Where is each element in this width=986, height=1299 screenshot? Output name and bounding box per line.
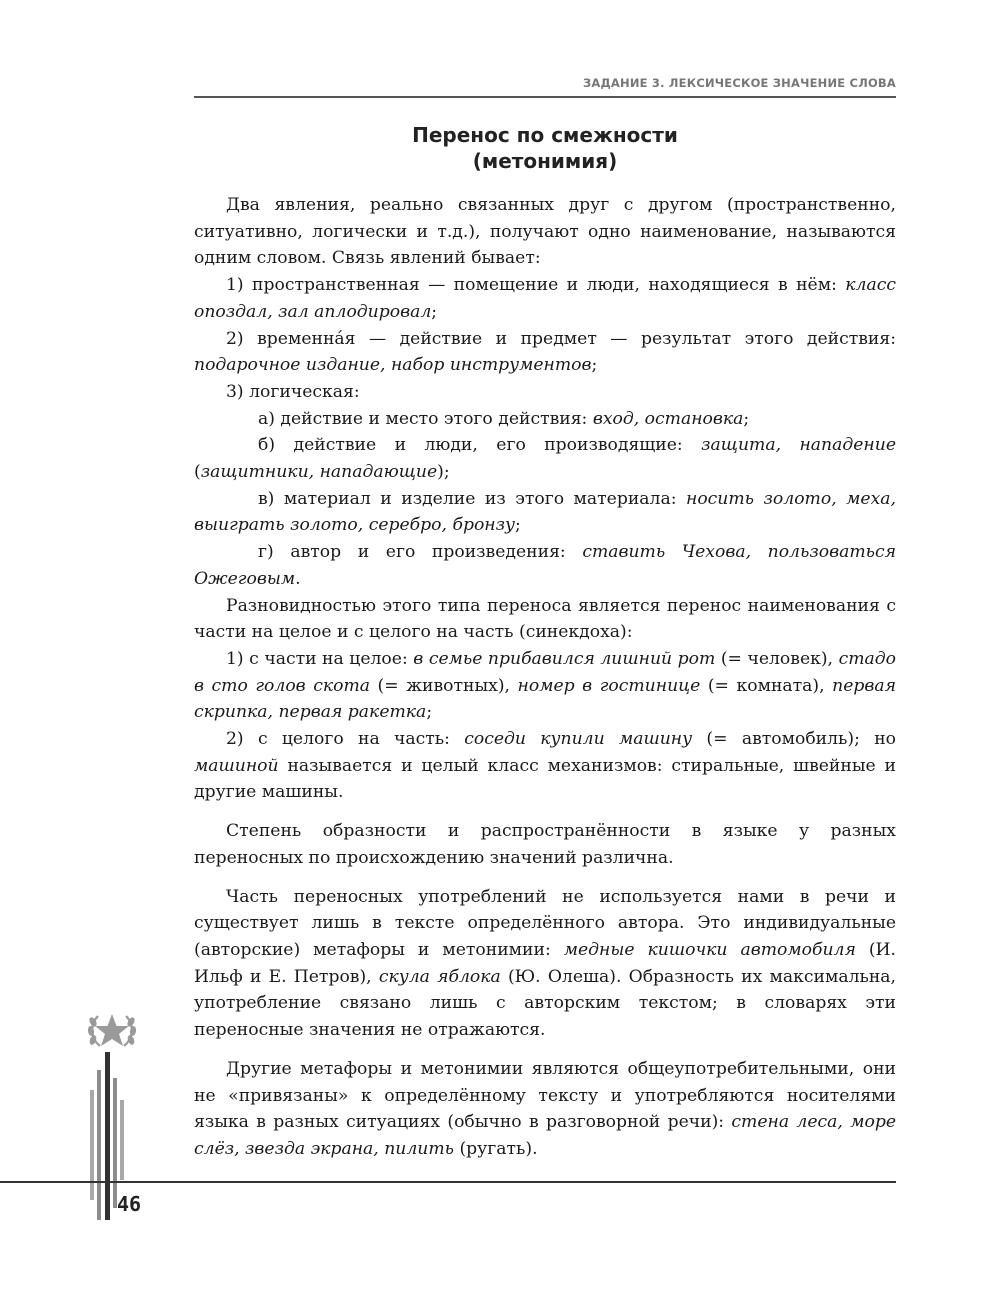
text-run: Часть переносных употреблений не используется нами в речи и существует лишь в тексте определённого автора. Это индивидуальные (авторские) метафоры и метонимии: bbox=[194, 886, 896, 960]
example-run: номер в гостинице bbox=[517, 675, 701, 696]
laurel-star-icon bbox=[84, 1008, 140, 1054]
example-run: подарочное издание, набор инструментов bbox=[194, 355, 592, 376]
text-run: а) действие и место этого действия: bbox=[258, 408, 593, 429]
text-run: ( bbox=[194, 462, 201, 483]
example-run: носить золото, меха, выиграть золото, серебро, бронзу bbox=[194, 488, 896, 536]
paragraph-logical-d bbox=[194, 539, 896, 592]
text-run: ); bbox=[437, 462, 450, 483]
section-title bbox=[194, 122, 896, 174]
example-run: соседи купили машину bbox=[464, 729, 693, 750]
text-run: ; bbox=[426, 702, 433, 723]
text-run: (Ю. Олеша). Образность их максимальна, употребление связано лишь с авторским текстом; в словарях эти переносные значения не отражаются. bbox=[194, 966, 897, 1041]
paragraph-intro bbox=[194, 192, 896, 272]
example-run: в семье прибавился лишний рот bbox=[413, 648, 716, 669]
paragraph-synecdoche bbox=[194, 593, 896, 646]
text-run: (= комната), bbox=[700, 675, 833, 696]
example-run: медные кишочки автомобиля bbox=[563, 939, 856, 960]
example-run: класс опоздал, зал аплодировал bbox=[194, 275, 896, 322]
text-run: Разновидностью этого типа переноса является перенос наименования с части на целое и с целого на часть (синекдоха): bbox=[194, 595, 896, 643]
title-line-1: Перенос по смежности bbox=[412, 123, 678, 147]
text-run: Два явления, реально связанных друг с другом (пространственно, ситуативно, логически и т.д.), получают одно наименование, называются одним словом. Связь явлений бывает: bbox=[194, 195, 896, 269]
example-run: защита, нападение bbox=[701, 435, 896, 456]
text-run: (= животных), bbox=[370, 675, 518, 696]
paragraph-whole-to-part bbox=[194, 726, 896, 806]
example-run: стадо в сто голов скота bbox=[194, 648, 896, 696]
text-run: ; bbox=[514, 515, 521, 536]
running-header: ЗАДАНИЕ 3. ЛЕКСИЧЕСКОЕ ЗНАЧЕНИЕ СЛОВА bbox=[194, 76, 896, 98]
text-run: Другие метафоры и метонимии являются общеупотребительными, они не «привязаны» к определённому тексту и употребляются носителями языка в разных ситуациях (обычно в разговорной речи): bbox=[194, 1058, 896, 1133]
text-run: 1) пространственная — помещение и люди, находящиеся в нём: bbox=[226, 275, 846, 296]
text-run: 3) логическая: bbox=[226, 381, 360, 402]
paragraph-figurativeness bbox=[194, 818, 896, 871]
paragraph-logical-a bbox=[194, 406, 896, 433]
text-run: (= автомобиль); но bbox=[692, 729, 897, 750]
text-run: Степень образности и распространённости в языке у разных переносных по происхождению значений различна. bbox=[194, 821, 896, 868]
paragraph-spatial bbox=[194, 272, 896, 325]
title-line-2: (метонимия) bbox=[472, 149, 618, 173]
text-run: ; bbox=[591, 355, 598, 376]
example-run: вход, остановка bbox=[592, 408, 744, 429]
text-run: б) действие и люди, его производящие: bbox=[258, 435, 702, 456]
example-run: защитники, нападающие bbox=[200, 462, 438, 483]
text-run: . bbox=[295, 568, 301, 589]
text-run: (= человек), bbox=[715, 648, 839, 669]
text-run: в) материал и изделие из этого материала: bbox=[258, 488, 687, 509]
text-run: 2) временнáя — действие и предмет — результат этого действия: bbox=[226, 328, 896, 349]
text-run: ; bbox=[431, 301, 438, 322]
body-text bbox=[194, 192, 896, 1163]
paragraph-logical-c bbox=[194, 486, 896, 539]
text-run: г) автор и его произведения: bbox=[258, 542, 583, 563]
page-number: 46 bbox=[117, 1192, 142, 1216]
paragraph-common-usage bbox=[194, 1056, 896, 1163]
example-run: скула яблока bbox=[378, 966, 501, 987]
paragraph-part-to-whole bbox=[194, 646, 896, 726]
example-run: ставить Чехова, пользоваться Ожеговым bbox=[194, 542, 896, 589]
text-run: называется и целый класс механизмов: стиральные, швейные и другие машины. bbox=[194, 755, 896, 803]
paragraph-temporal bbox=[194, 326, 896, 379]
text-run: (ругать). bbox=[454, 1138, 538, 1159]
example-run: стена леса, море слёз, звезда экрана, пилить bbox=[194, 1112, 896, 1159]
footer-rule bbox=[0, 1181, 896, 1183]
text-run: 2) с целого на часть: bbox=[226, 729, 465, 750]
text-run: (И. Ильф и Е. Петров), bbox=[194, 939, 896, 987]
paragraph-logical bbox=[194, 379, 896, 406]
example-run: первая скрипка, первая ракетка bbox=[194, 675, 897, 723]
example-run: машиной bbox=[194, 755, 279, 776]
text-run: 1) с части на целое: bbox=[226, 648, 414, 669]
paragraph-author-usage bbox=[194, 884, 896, 1044]
paragraph-logical-b bbox=[194, 432, 896, 485]
text-run: ; bbox=[743, 408, 750, 429]
